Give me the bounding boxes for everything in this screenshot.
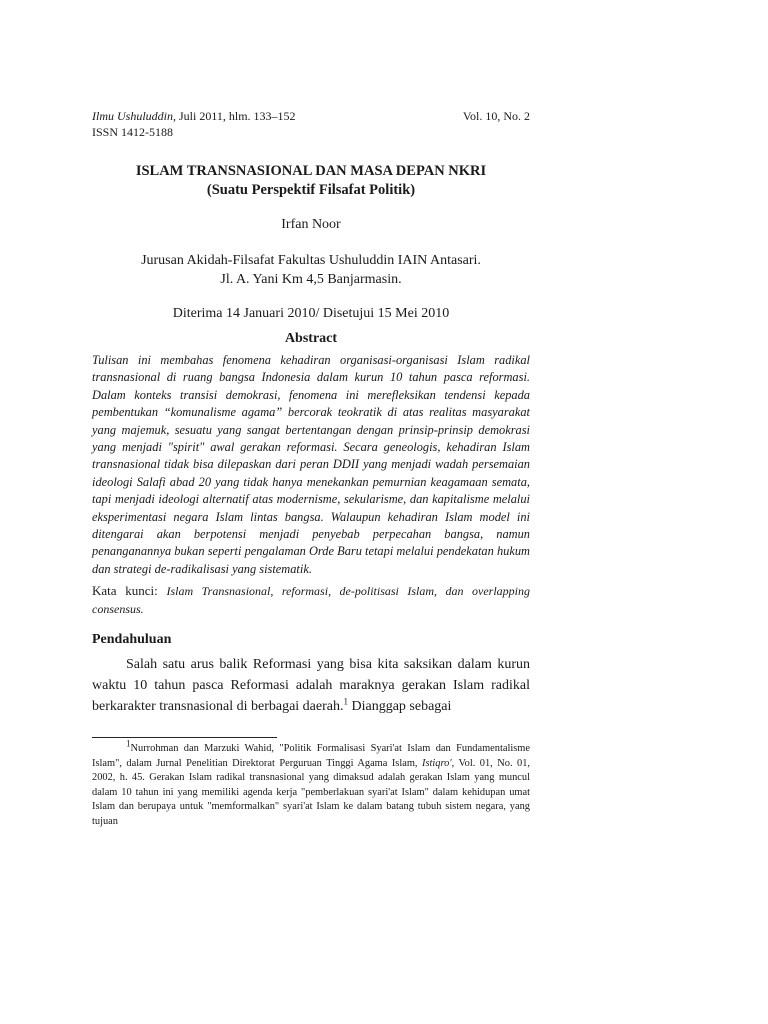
section-heading: Pendahuluan: [92, 632, 172, 648]
affiliation-line-2: Jl. A. Yani Km 4,5 Banjarmasin.: [220, 272, 402, 287]
footnote-number: 1: [126, 738, 131, 749]
received-accepted-dates: Diterima 14 Januari 2010/ Disetujui 15 Mei 2010: [172, 306, 450, 321]
issn: ISSN 1412-5188: [92, 125, 174, 139]
abstract-heading: Abstract: [284, 331, 338, 346]
affiliation-line-1: Jurusan Akidah-Filsafat Fakultas Ushuluddin IAIN Antasari.: [141, 253, 481, 268]
keywords-terms: Islam Transnasional, reformasi, de-politisasi Islam, dan overlapping consensus.: [92, 584, 530, 617]
body-paragraph: [92, 654, 530, 717]
keywords-label: Kata kunci:: [92, 583, 167, 599]
footnote-journal: Istiqro': [422, 757, 452, 769]
paragraph-text: Salah satu arus balik Reformasi yang bisa kita saksikan dalam kurun waktu 10 tahun pasca Reformasi adalah maraknya gerakan Islam radikal berkarakter transnasional di berbagai daerah.: [92, 657, 530, 715]
article-title: [92, 162, 530, 200]
abstract-text: Tulisan ini membahas fenomena kehadiran organisasi-organisasi Islam radikal transnasional di ruang bangsa Indonesia dalam kurun 10 tahun pasca reformasi. Dalam konteks transisi demokrasi, fenomena ini merefleksikan tendensi kepada pembentukan “komunalisme agama” bercorak teokratik di atas realitas masyarakat yang majemuk, sesuatu yang sangat bertentangan dengan prinsip-prinsip demokrasi yang menjadi "spirit" awal gerakan reformasi. Secara geneologis, kehadiran Islam transnasional tidak bisa dilepaskan dari peran DDII yang menjadi wadah persemaian ideologi Salafi abad 20 yang tidak hanya menekankan pemurnian keagamaan semata, tapi menjadi ideologi alternatif atas modernisme, sekularisme, dan kapitalisme melalui eksperimentasi negara Islam lintas bangsa. Walaupun kehadiran Islam model ini ditengarai akan berpotensi menjadi penyebab perpecahan bangsa, namun penanganannya bukan seperti pengalaman Orde Baru tetapi melalui pendekatan hukum dan strategi de-radikalisasi yang sistematik.: [92, 353, 530, 576]
footnote-text-a: Nurrohman dan Marzuki Wahid, "Politik Formalisasi Syari'at Islam dan Fundamentalisme Islam", dalam Jurnal Penelitian Direktorat Perguruan Tinggi Agama Islam,: [92, 743, 530, 769]
running-header: [92, 108, 530, 140]
title-subtitle: (Suatu Perspektif Filsafat Politik): [206, 182, 416, 198]
article-page: [92, 108, 530, 717]
author-affiliation: [92, 251, 530, 289]
volume-number: Vol. 10, No. 2: [462, 109, 530, 123]
footnote-ref[interactable]: 1: [343, 696, 348, 707]
footnote-divider: [92, 737, 277, 738]
keywords: [92, 582, 530, 618]
footnote-text-b: , Vol. 01, No. 01, 2002, h. 45. Gerakan Islam radikal transnasional yang dimaksud adalah gerakan Islam yang muncul dalam 10 tahun ini yang memiliki agenda kerja "pemberlakuan syari'at Islam" dalam kehidupan umat Islam dan berupaya untuk "memformalkan" syari'at Islam ke dalam batang tubuh sistem negara, yang tujuan: [92, 757, 530, 827]
paragraph-tail: Dianggap sebagai: [348, 699, 452, 715]
author-name: Irfan Noor: [281, 217, 341, 232]
issue-date-pages: Juli 2011, hlm. 133–152: [176, 109, 296, 123]
journal-name: Ilmu Ushuluddin,: [92, 109, 176, 123]
footnote: [92, 738, 530, 830]
title-main: ISLAM TRANSNASIONAL DAN MASA DEPAN NKRI: [135, 163, 487, 179]
